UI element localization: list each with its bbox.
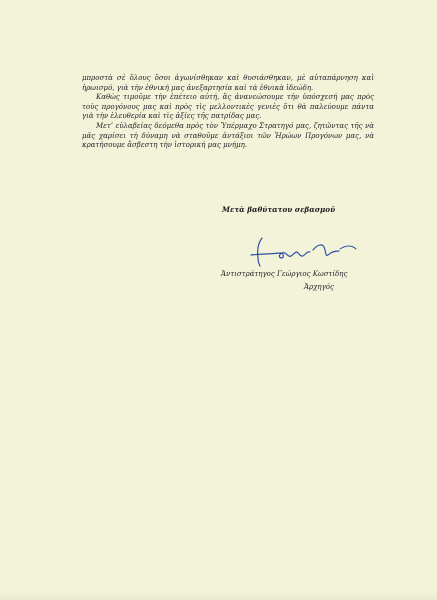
handwritten-signature bbox=[248, 233, 360, 271]
signatory-title: Ἀρχηγός bbox=[304, 283, 334, 291]
letter-paragraph-3: Μετ’ εὐλαβείας δεόμεθα πρὸς τὸν Ὑπέρμαχο Στρατηγό μας, ζητῶντας τῆς νὰ μᾶς χαρίσει τὴ δύναμη νὰ σταθοῦμε ἀντάξιοι τῶν Ἡρώων Προγόνων μας, νὰ κρατήσουμε ἄσβεστη τὴν ἱστορική μας μνήμη. bbox=[82, 121, 374, 150]
letter-paragraph-2: Καθὼς τιμοῦμε τὴν ἐπέτειο αὐτή, ἂς ἀνανεώσουμε τὴν ὑπόσχεσή μας πρὸς τοὺς προγόνους μας καὶ πρὸς τὶς μελλοντικὲς γενιὲς ὅτι θὰ παλεύουμε πάντα γιὰ τὴν ἐλευθερία καὶ τὶς ἀξίες τῆς πατρίδας μας. bbox=[82, 93, 374, 121]
page-bottom-shadow bbox=[0, 592, 437, 600]
closing-salutation: Μετὰ βαθύτατου σεβασμοῦ bbox=[222, 205, 336, 214]
letter-body bbox=[82, 74, 374, 151]
signatory-name: Ἀντιστράτηγος Γεώργιος Κωστίδης bbox=[221, 270, 348, 278]
letter-paragraph-1: μπροστὰ σὲ ὅλους ὅσοι ἀγωνίσθηκαν καὶ θυσιάσθηκαν, μὲ αὐταπάρνηση καὶ ἡρωισμό, γιὰ τὴν ἐθνική μας ἀνεξαρτησία καὶ τὰ ἐθνικὰ ἰδεώδη. bbox=[82, 74, 374, 92]
